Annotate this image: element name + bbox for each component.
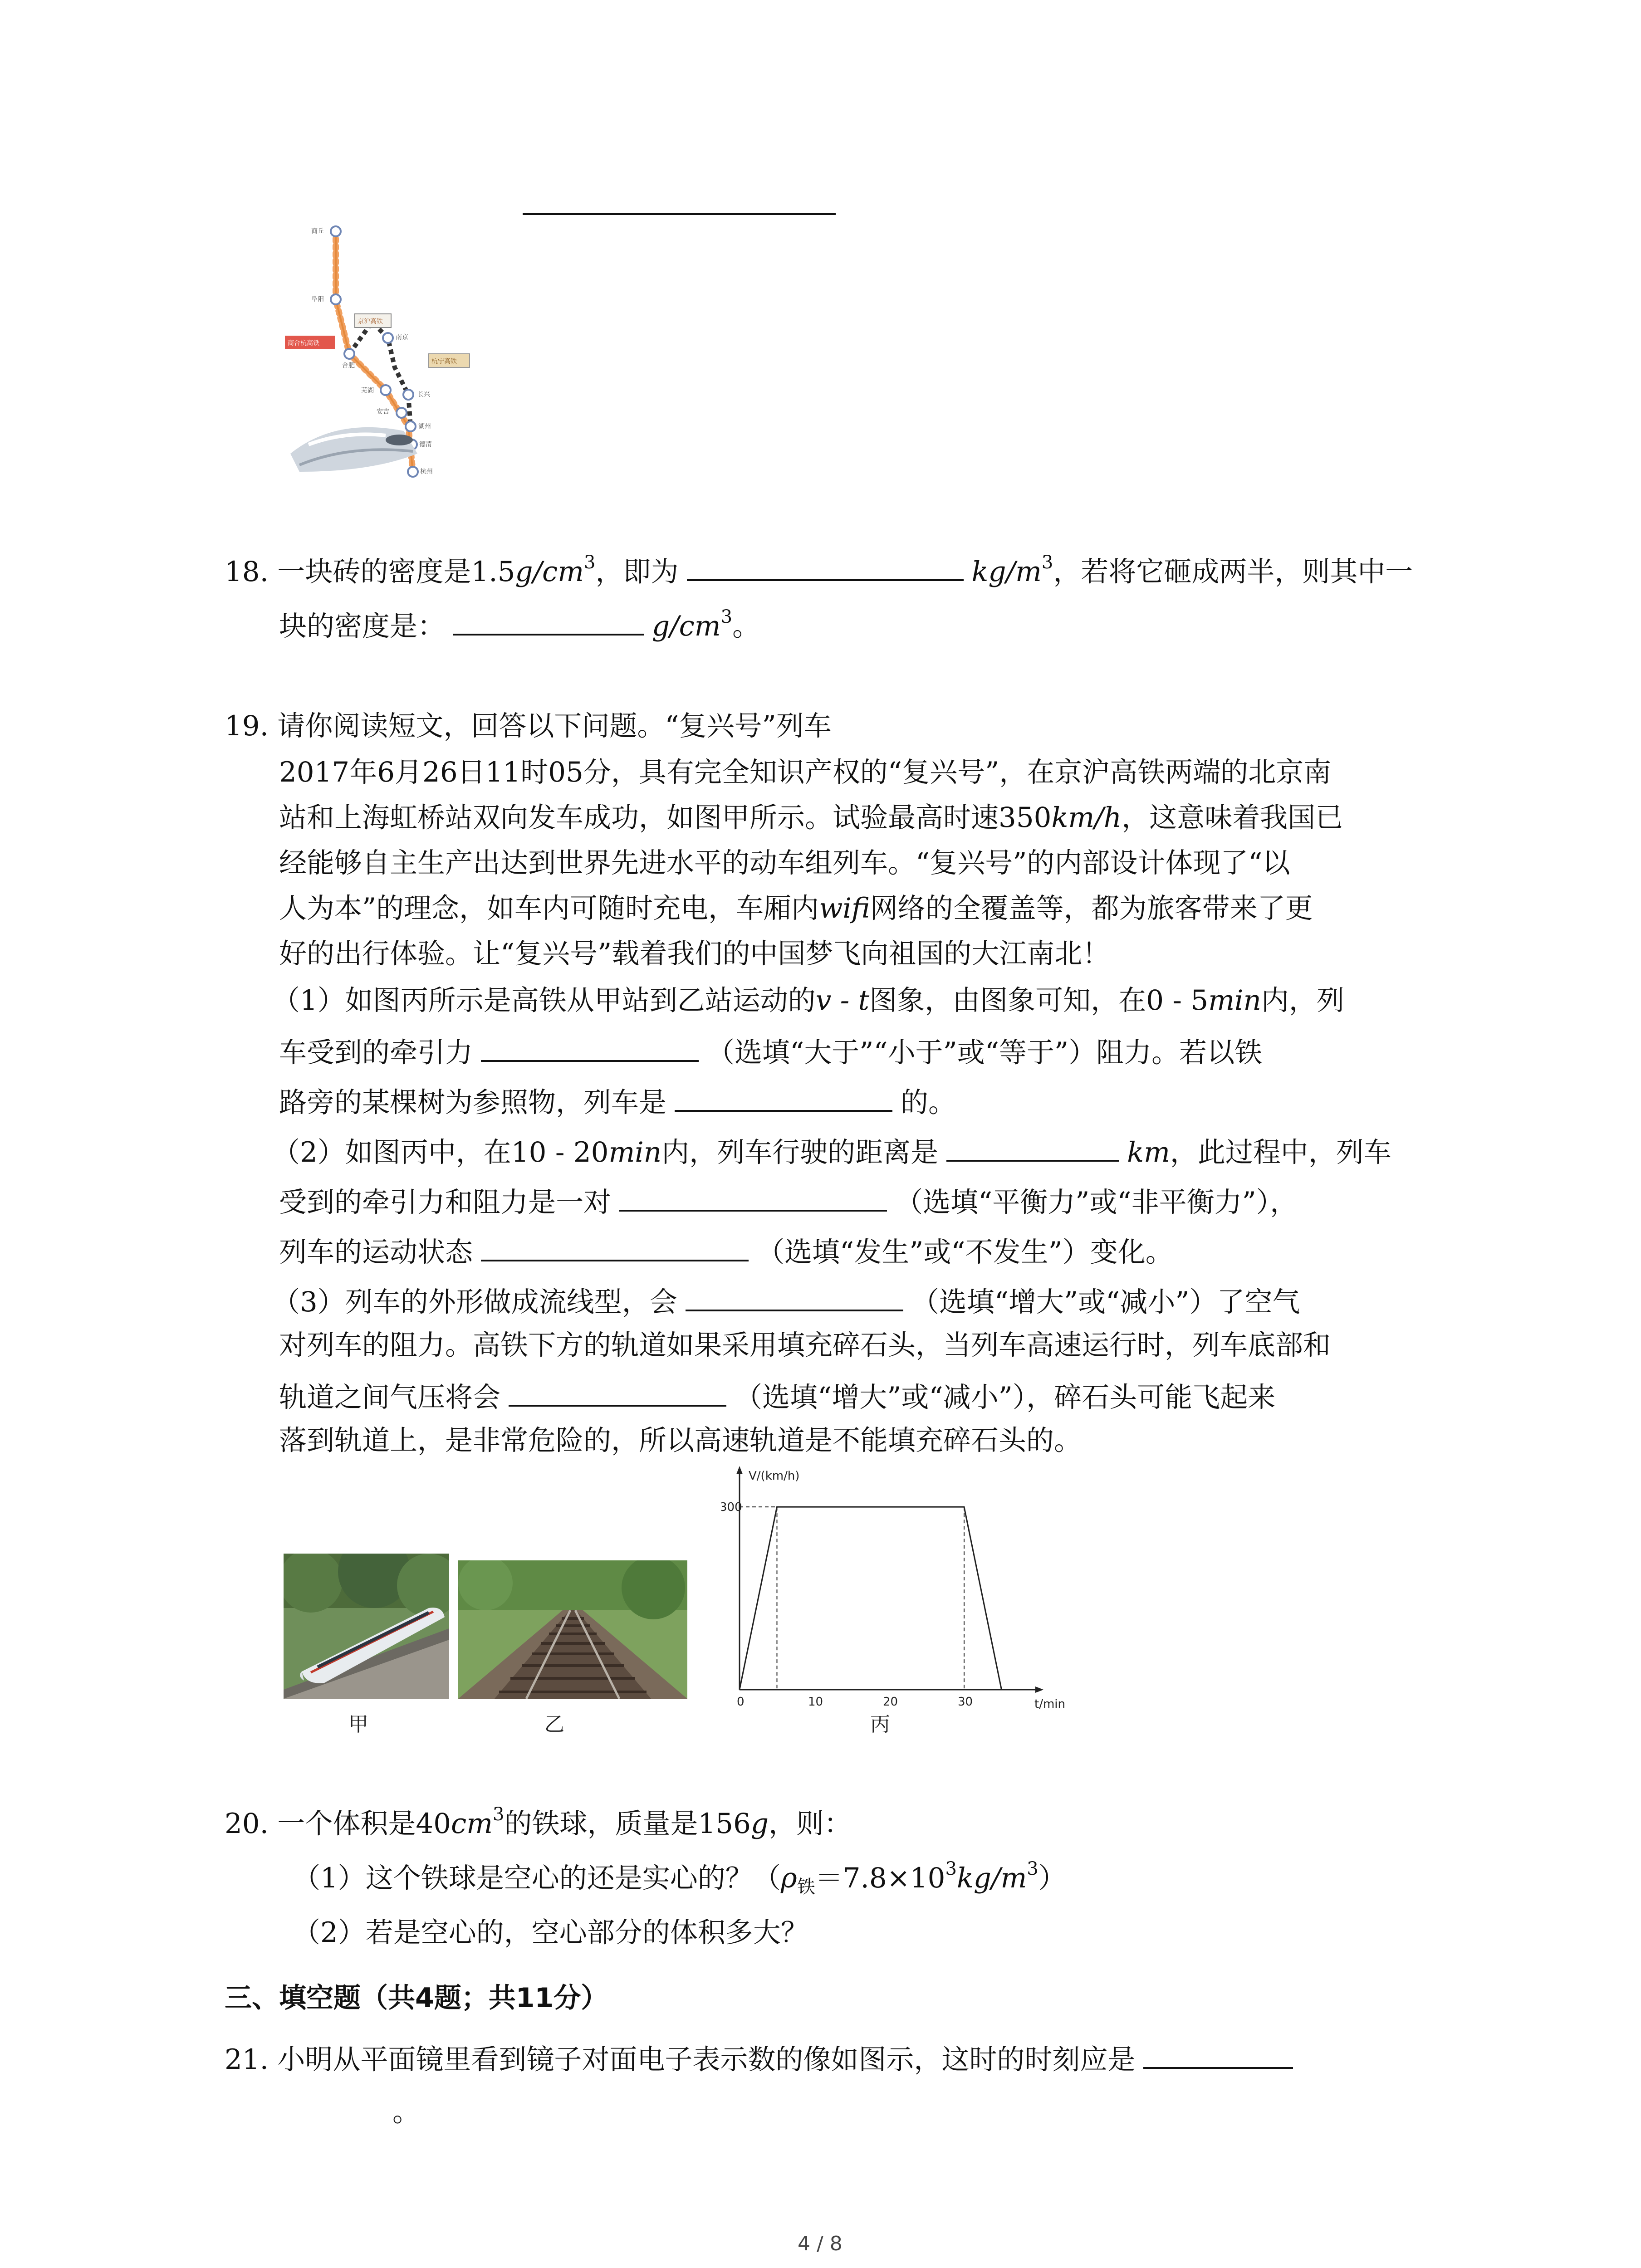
q19-text: （选填“增大”或“减小”）了空气 <box>911 1286 1300 1318</box>
q20-unit: cm <box>451 1808 493 1840</box>
q18-text: 一块砖的密度是 <box>277 556 471 588</box>
q19-text: 人为本”的理念，如车内可随时充电，车厢内 <box>279 892 819 924</box>
q20-unit: g <box>750 1808 769 1840</box>
q20-line2 <box>293 1858 1066 1897</box>
q18-unit: g/cm <box>652 610 721 642</box>
q19-text: 车受到的牵引力 <box>279 1036 473 1069</box>
q18-value: 1.5 <box>471 556 515 588</box>
q18-exp: 3 <box>584 552 596 573</box>
vt-chart-svg <box>721 1465 1066 1719</box>
q18-number: 18. <box>225 556 269 588</box>
q18-text: 块的密度是： <box>279 610 446 642</box>
q20-rho-sub: 铁 <box>797 1877 815 1897</box>
q19-text: ，这意味着我国已 <box>1122 802 1343 834</box>
x-tick-label: 30 <box>958 1695 973 1709</box>
station-label: 安吉 <box>377 408 389 415</box>
caption-bing: 丙 <box>870 1713 890 1736</box>
q18-text: ，即为 <box>595 556 679 588</box>
q19-text: 的。 <box>901 1086 956 1119</box>
q19-sub3-line4: 落到轨道上，是非常危险的，所以高速轨道是不能填充碎石头的。 <box>279 1424 1082 1457</box>
station-label: 芜湖 <box>361 387 374 394</box>
answer-blank-18a[interactable] <box>687 556 964 581</box>
q19-text: （选填“大于”“小于”或“等于”）阻力。若以铁 <box>707 1036 1263 1069</box>
station-label: 阜阳 <box>311 296 324 303</box>
vt-chart <box>721 1465 1066 1719</box>
x-tick-label: 20 <box>883 1695 898 1709</box>
q19-para-line2 <box>279 802 1343 834</box>
q19-sub2-line3 <box>279 1236 1173 1266</box>
q18-unit: kg/m <box>971 556 1042 588</box>
q21-line1 <box>225 2043 1293 2076</box>
q20-line1 <box>225 1804 852 1840</box>
series-line <box>740 1507 1002 1690</box>
q20-rho: ρ <box>780 1862 797 1894</box>
q19-text: 列车的运动状态 <box>279 1236 473 1268</box>
q20-text: 一个体积是40 <box>277 1808 451 1840</box>
q20-text: ） <box>1038 1862 1066 1894</box>
x-axis-label: t/min <box>1034 1697 1065 1711</box>
photo-train <box>284 1554 449 1699</box>
q21-number: 21. <box>225 2043 269 2076</box>
q19-para-line3: 经能够自主生产出达到世界先进水平的动车组列车。“复兴号”的内部设计体现了“以 <box>279 847 1290 879</box>
q20-unit: kg/m <box>956 1862 1027 1894</box>
q19-text: （选填“增大”或“减小”），碎石头可能飞起来 <box>735 1381 1276 1413</box>
q19-para-line4 <box>279 894 1313 922</box>
station-label: 湖州 <box>418 423 431 430</box>
q21-text: 小明从平面镜里看到镜子对面电子表示数的像如图示，这时的时刻应是 <box>277 2043 1136 2076</box>
station-label: 南京 <box>396 334 408 341</box>
q19-text: 内，列车行驶的距离是 <box>661 1136 939 1168</box>
x-axis-arrow <box>1035 1686 1043 1693</box>
station-label: 商丘 <box>311 228 324 235</box>
photo-track <box>458 1560 687 1699</box>
answer-blank-19-2a[interactable] <box>946 1136 1119 1162</box>
answer-blank-21[interactable] <box>1143 2043 1293 2069</box>
q19-sub3-line1 <box>272 1286 1300 1316</box>
q19-text: （1）如图丙所示是高铁从甲站到乙站运动的 <box>272 984 816 1017</box>
railway-map-svg <box>281 218 499 485</box>
q19-text: 内，列 <box>1261 984 1344 1017</box>
q19-text: 受到的牵引力和阻力是一对 <box>279 1186 612 1218</box>
station-label: 合肥 <box>342 362 355 369</box>
answer-blank-top <box>523 213 836 215</box>
q19-wifi: wifi <box>819 892 870 924</box>
q18-text: ，若将它砸成两半，则其中一 <box>1053 556 1413 588</box>
caption-jia: 甲 <box>348 1713 368 1736</box>
q18-exp: 3 <box>720 606 733 627</box>
q19-unit: km <box>1127 1136 1170 1168</box>
q19-unit: min <box>608 1136 662 1168</box>
y-axis-arrow <box>736 1466 743 1474</box>
q19-unit: km/h <box>1051 802 1122 834</box>
q19-number: 19. <box>225 710 269 742</box>
q19-text: 轨道之间气压将会 <box>279 1381 501 1413</box>
route-label: 商合杭高铁 <box>288 340 319 347</box>
q19-sub2-line1 <box>272 1136 1391 1166</box>
q20-text: ＝7.8×10 <box>815 1862 945 1894</box>
y-axis-label: V/(km/h) <box>749 1469 800 1483</box>
route-label: 京沪高铁 <box>358 318 383 325</box>
station-label: 德清 <box>419 441 432 448</box>
q20-line3: （2）若是空心的，空心部分的体积多大？ <box>293 1916 808 1949</box>
q19-sub3-line2: 对列车的阻力。高铁下方的轨道如果采用填充碎石头，当列车高速运行时，列车底部和 <box>279 1329 1331 1361</box>
q20-text: 的铁球，质量是156 <box>504 1808 751 1840</box>
q19-sub1-line2 <box>279 1036 1263 1069</box>
track-photo-svg <box>458 1560 687 1699</box>
q20-text: （1）这个铁球是空心的还是实心的？（ <box>293 1862 781 1894</box>
answer-blank-19-2c[interactable] <box>481 1236 749 1261</box>
q19-title: 请你阅读短文，回答以下问题。“复兴号”列车 <box>277 710 832 742</box>
railway-map-figure <box>281 218 499 485</box>
train-photo-svg <box>284 1554 449 1699</box>
x-tick-label: 10 <box>808 1695 823 1709</box>
station-label: 杭州 <box>420 468 433 475</box>
answer-blank-19-3b[interactable] <box>509 1381 726 1407</box>
q19-sub2-line2 <box>279 1186 1298 1216</box>
q19-text: （选填“平衡力”或“非平衡力”）， <box>895 1186 1298 1218</box>
q19-title-line <box>225 712 832 740</box>
q20-text: ，则： <box>769 1808 852 1840</box>
q20-number: 20. <box>225 1808 269 1840</box>
q19-text: （3）列车的外形做成流线型，会 <box>272 1286 677 1318</box>
q18-line2 <box>279 606 760 642</box>
q20-exp: 3 <box>945 1858 957 1879</box>
answer-blank-19-2b[interactable] <box>619 1186 887 1212</box>
section-heading: 三、填空题（共4题；共11分） <box>225 1982 608 2014</box>
q19-text: ，此过程中，列车 <box>1170 1136 1391 1168</box>
answer-blank-19-1a[interactable] <box>481 1036 699 1062</box>
station-label: 长兴 <box>417 391 430 398</box>
answer-blank-18b[interactable] <box>453 610 644 635</box>
q19-text: 网络的全覆盖等，都为旅客带来了更 <box>870 892 1313 924</box>
y-tick-label: 300 <box>721 1501 742 1515</box>
caption-yi: 乙 <box>544 1713 564 1736</box>
q20-exp: 3 <box>1027 1858 1038 1879</box>
q20-exp: 3 <box>493 1804 505 1825</box>
q18-unit: g/cm <box>515 556 584 588</box>
q19-text: （2）如图丙中，在10 - 20 <box>272 1136 609 1168</box>
answer-blank-19-1b[interactable] <box>675 1086 892 1112</box>
q19-para-line1: 2017年6月26日11时05分，具有完全知识产权的“复兴号”，在京沪高铁两端的北京南 <box>279 756 1332 788</box>
answer-blank-19-3a[interactable] <box>686 1286 903 1311</box>
page-number: 4 / 8 <box>798 2232 843 2255</box>
q18-line1 <box>225 552 1413 588</box>
q19-unit: min <box>1208 984 1261 1017</box>
q18-text: 。 <box>732 610 760 642</box>
q19-vt: v - t <box>815 984 870 1017</box>
q19-sub3-line3 <box>279 1381 1275 1411</box>
q19-text: （选填“发生”或“不发生”）变化。 <box>757 1236 1173 1268</box>
q19-text: 站和上海虹桥站双向发车成功，如图甲所示。试验最高时速350 <box>279 802 1052 834</box>
q19-sub1-line1 <box>272 984 1344 1017</box>
q19-para-line5: 好的出行体验。让“复兴号”载着我们的中国梦飞向祖国的大江南北！ <box>279 938 1110 970</box>
q19-sub1-line3 <box>279 1086 956 1119</box>
q21-line2: 。 <box>392 2096 421 2128</box>
q19-text: 路旁的某棵树为参照物，列车是 <box>279 1086 667 1119</box>
q19-text: 图象，由图象可知，在0 - 5 <box>869 984 1209 1017</box>
x-tick-label: 0 <box>737 1695 745 1709</box>
route-label: 杭宁高铁 <box>431 358 457 365</box>
q18-exp: 3 <box>1041 552 1053 573</box>
